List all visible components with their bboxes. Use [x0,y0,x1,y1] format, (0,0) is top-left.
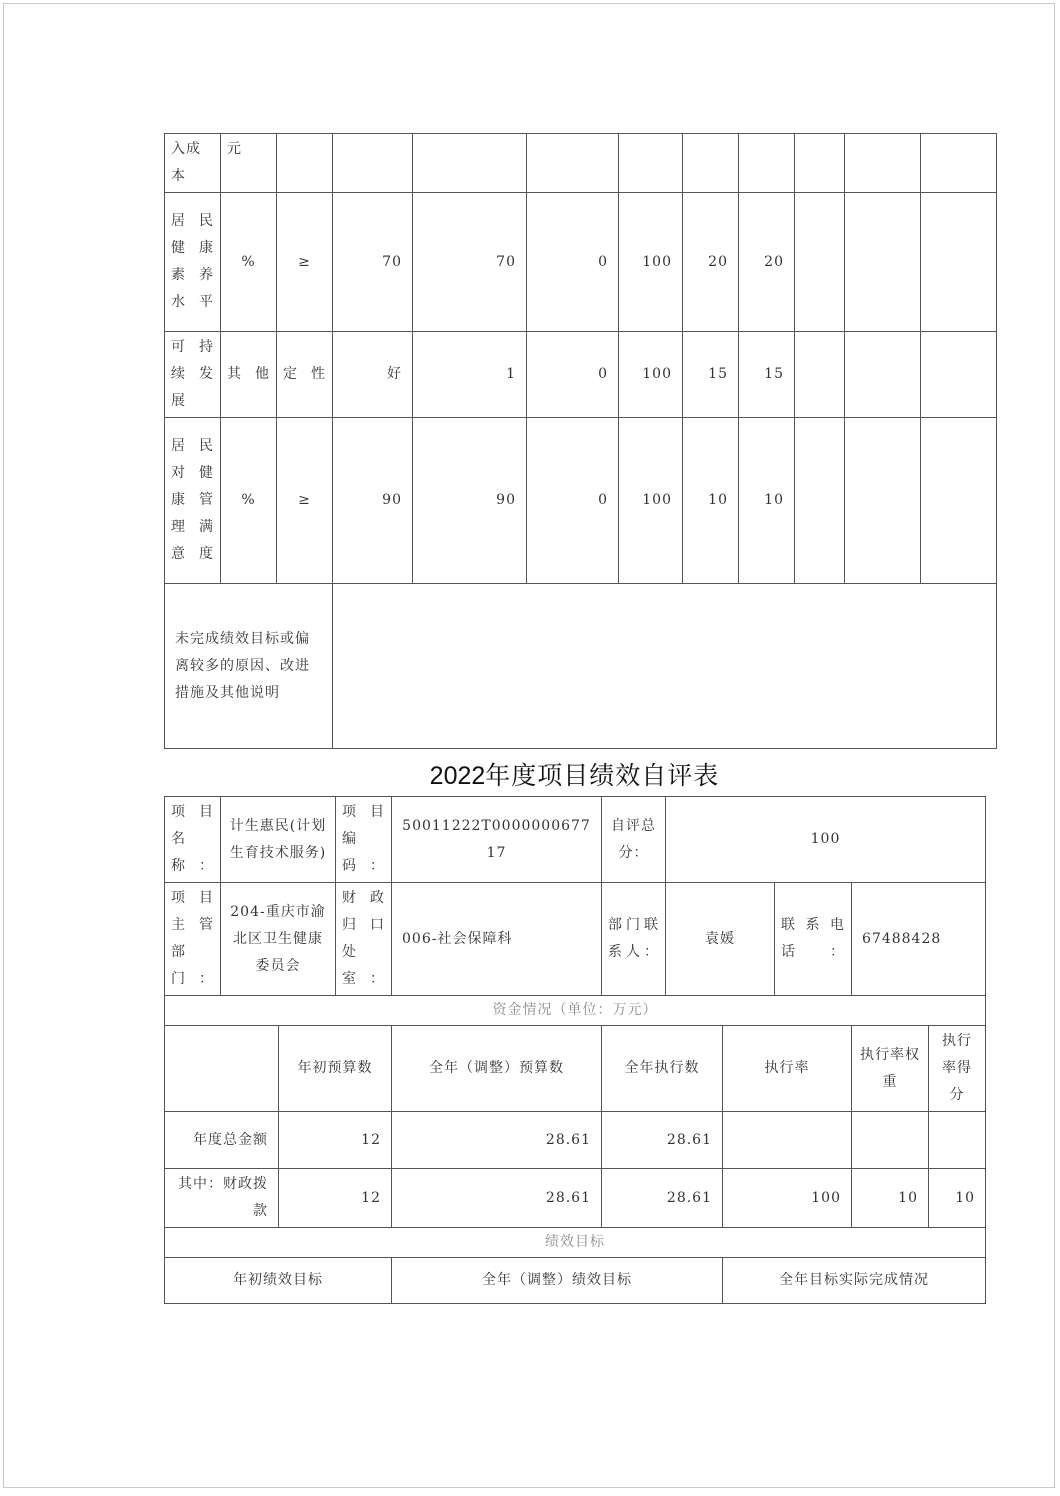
empty-cell [795,134,845,193]
indicator-name: 居民健康素养水平 [165,193,221,332]
contact: 袁媛 [666,883,775,996]
indicator-weight [683,134,739,193]
indicator-score: 10 [739,418,795,584]
fund-row-label: 其中：财政拨款 [165,1169,279,1228]
form-title-year: 2022 [429,762,486,790]
indicator-actual [413,134,527,193]
dept-label: 项目主管部门： [165,883,221,996]
fund-row-executed: 28.61 [602,1169,723,1228]
indicator-score: 15 [739,332,795,418]
indicator-actual: 1 [413,332,527,418]
note-value [333,584,997,749]
indicator-deviation: 0 [527,193,619,332]
table-row [165,1258,986,1304]
project-name: 计生惠民(计划生育技术服务) [221,797,336,883]
fund-header-executed: 全年执行数 [602,1026,723,1112]
fund-section-header: 资金情况（单位：万元） [165,996,986,1026]
fund-row-initial: 12 [279,1169,392,1228]
table-row [165,1169,986,1228]
table-row [165,193,997,332]
indicator-weight: 20 [683,193,739,332]
fund-row-adjusted: 28.61 [392,1169,602,1228]
note-label: 未完成绩效目标或偏离较多的原因、改进措施及其他说明 [165,584,333,749]
empty-cell [845,332,921,418]
fund-row-initial: 12 [279,1112,392,1169]
fund-row-rate [723,1112,852,1169]
empty-cell [921,418,997,584]
indicator-actual: 70 [413,193,527,332]
document-page [3,3,1055,1488]
self-evaluation-table [164,796,986,1304]
indicator-target: 好 [333,332,413,418]
indicator-name: 居民对健康管理满意度 [165,418,221,584]
indicator-completion: 100 [619,193,683,332]
fund-row-adjusted: 28.61 [392,1112,602,1169]
goal-header-actual: 全年目标实际完成情况 [723,1258,986,1304]
indicator-unit: % [221,418,277,584]
fund-row-rate: 100 [723,1169,852,1228]
finance: 006-社会保障科 [392,883,602,996]
fund-row-executed: 28.61 [602,1112,723,1169]
form-title-text: 年度项目绩效自评表 [485,761,720,790]
project-code-label: 项目编码： [336,797,392,883]
empty-cell [845,134,921,193]
table-row [165,1026,986,1112]
indicator-target: 70 [333,193,413,332]
fund-header-weight: 执行率权重 [852,1026,929,1112]
indicator-target [333,134,413,193]
table-row [165,418,997,584]
indicator-weight: 10 [683,418,739,584]
table-row [165,584,997,749]
indicator-name: 入成本 [165,134,221,193]
fund-row-score [929,1112,986,1169]
fund-row-label: 年度总金额 [165,1112,279,1169]
indicator-deviation [527,134,619,193]
table-row [165,1228,986,1258]
project-name-label: 项目名称： [165,797,221,883]
dept: 204-重庆市渝北区卫生健康委员会 [221,883,336,996]
indicator-symbol: ≥ [277,193,333,332]
empty-cell [921,134,997,193]
phone: 67488428 [852,883,986,996]
fund-row-weight [852,1112,929,1169]
indicator-symbol: 定性 [277,332,333,418]
indicator-score: 20 [739,193,795,332]
table-row [165,996,986,1026]
performance-indicator-table [164,133,997,749]
empty-cell [845,193,921,332]
table-row [165,883,986,996]
project-code: 50011222T000000067717 [392,797,602,883]
fund-header-score: 执行率得分 [929,1026,986,1112]
indicator-target: 90 [333,418,413,584]
empty-cell [921,193,997,332]
indicator-completion [619,134,683,193]
empty-cell [795,193,845,332]
empty-cell [921,332,997,418]
finance-label: 财政归口处室： [336,883,392,996]
indicator-unit: % [221,193,277,332]
fund-header-rate: 执行率 [723,1026,852,1112]
empty-cell [795,332,845,418]
indicator-deviation: 0 [527,418,619,584]
table-row [165,332,997,418]
form-title [164,756,985,796]
indicator-symbol: ≥ [277,418,333,584]
indicator-name: 可持续发展 [165,332,221,418]
fund-row-weight: 10 [852,1169,929,1228]
indicator-unit: 其他 [221,332,277,418]
indicator-completion: 100 [619,332,683,418]
contact-label: 部门联系人： [602,883,666,996]
fund-header-empty [165,1026,279,1112]
indicator-unit: 元 [221,134,277,193]
empty-cell [845,418,921,584]
table-row [165,1112,986,1169]
goal-header-initial: 年初绩效目标 [165,1258,392,1304]
self-score-label: 自评总分： [602,797,666,883]
empty-cell [795,418,845,584]
indicator-completion: 100 [619,418,683,584]
indicator-weight: 15 [683,332,739,418]
goal-header-adjusted: 全年（调整）绩效目标 [392,1258,723,1304]
indicator-actual: 90 [413,418,527,584]
indicator-score [739,134,795,193]
fund-header-adjusted: 全年（调整）预算数 [392,1026,602,1112]
indicator-deviation: 0 [527,332,619,418]
fund-header-initial: 年初预算数 [279,1026,392,1112]
fund-row-score: 10 [929,1169,986,1228]
table-row [165,797,986,883]
phone-label: 联系电话： [775,883,852,996]
goal-section-header: 绩效目标 [165,1228,986,1258]
indicator-symbol [277,134,333,193]
table-row [165,134,997,193]
self-score: 100 [666,797,986,883]
